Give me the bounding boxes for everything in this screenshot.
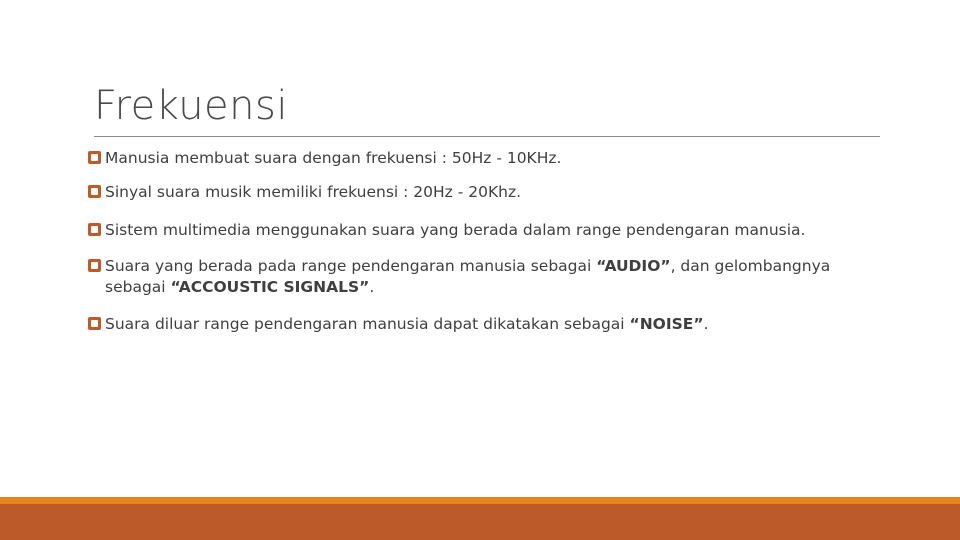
footer-bar bbox=[0, 504, 960, 540]
hollow-square-bullet-icon bbox=[88, 259, 101, 272]
hollow-square-bullet-icon bbox=[88, 223, 101, 236]
bullet-text: , dan gelombangnya bbox=[670, 257, 831, 275]
slide-title: Frekuensi bbox=[94, 83, 288, 129]
title-divider bbox=[94, 136, 880, 137]
bullet-text: . bbox=[369, 278, 375, 296]
footer-accent-stripe bbox=[0, 497, 960, 504]
bullet-emphasis: “ACCOUSTIC SIGNALS” bbox=[170, 278, 370, 296]
bullet-text: sebagai bbox=[105, 278, 171, 296]
hollow-square-bullet-icon bbox=[88, 317, 101, 330]
bullet-text: . bbox=[703, 315, 709, 333]
hollow-square-bullet-icon bbox=[88, 151, 101, 164]
bullet-text: Sistem multimedia menggunakan suara yang berada dalam range pendengaran manusia. bbox=[105, 221, 806, 239]
list-item bbox=[88, 182, 521, 203]
list-item bbox=[88, 220, 805, 241]
list-item bbox=[88, 314, 709, 335]
hollow-square-bullet-icon bbox=[88, 185, 101, 198]
bullet-text: Manusia membuat suara dengan frekuensi : 50Hz - 10KHz. bbox=[105, 149, 562, 167]
bullet-text: Suara yang berada pada range pendengaran manusia sebagai bbox=[105, 257, 597, 275]
bullet-emphasis: “AUDIO” bbox=[596, 257, 671, 275]
bullet-text: Sinyal suara musik memiliki frekuensi : 20Hz - 20Khz. bbox=[105, 183, 522, 201]
list-item bbox=[88, 256, 830, 298]
bullet-text: Suara diluar range pendengaran manusia dapat dikatakan sebagai bbox=[105, 315, 630, 333]
bullet-emphasis: “NOISE” bbox=[629, 315, 704, 333]
list-item bbox=[88, 148, 561, 169]
